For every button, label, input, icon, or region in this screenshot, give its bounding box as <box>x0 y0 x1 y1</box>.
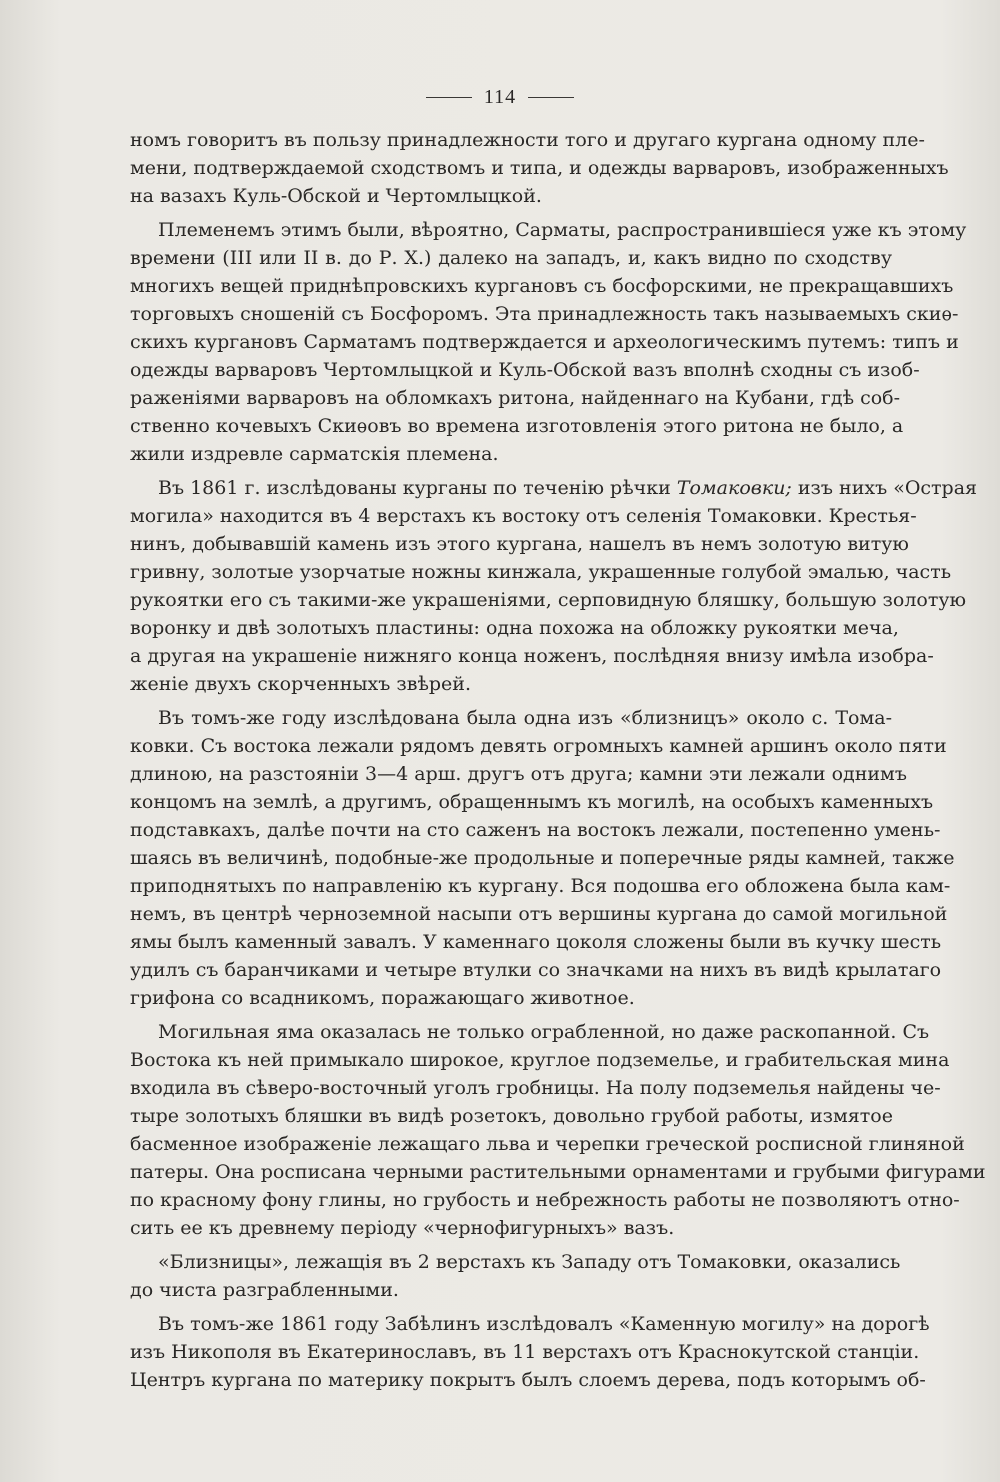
text-line: подставкахъ, далѣе почти на сто саженъ на востокъ лежали, постепенно умень- <box>130 819 941 841</box>
text-line: торговыхъ сношеній съ Босфоромъ. Эта принадлежность такъ называемыхъ скиѳ- <box>130 303 959 325</box>
text-line: по красному фону глины, но грубость и небрежность работы не позволяютъ отно- <box>130 1189 960 1211</box>
text-line: Центръ кургана по материку покрытъ былъ слоемъ дерева, подъ которымъ об- <box>130 1369 926 1391</box>
text-line: шаясь въ величинѣ, подобные-же продольные и поперечные ряды камней, также <box>130 847 955 869</box>
text-line: Востока къ ней примыкало широкое, круглое подземелье, и грабительская мина <box>130 1049 950 1071</box>
line-suffix: изъ нихъ «Острая <box>791 477 978 499</box>
text-line: тыре золотыхъ бляшки въ видѣ розетокъ, довольно грубой работы, измятое <box>130 1105 893 1127</box>
text-line: могила» находится въ 4 верстахъ къ востоку отъ селенія Томаковки. Крестья- <box>130 505 917 527</box>
text-line: изъ Никополя въ Екатеринославъ, въ 11 верстахъ отъ Краснокутской станціи. <box>130 1341 920 1363</box>
text-line: ственно кочевыхъ Скиѳовъ во времена изготовленія этого ритона не было, а <box>130 415 904 437</box>
text-line: длиною, на разстояніи 3—4 арш. другъ отъ друга; камни эти лежали однимъ <box>130 763 907 785</box>
body-text <box>130 126 986 1400</box>
header-rule-right <box>528 97 574 98</box>
text-line: рукоятки его съ такими-же украшеніями, серповидную бляшку, большую золотую <box>130 589 967 611</box>
text-line: басменное изображеніе лежащаго льва и черепки греческой росписной глиняной <box>130 1133 965 1155</box>
text-line: а другая на украшеніе нижняго конца ноженъ, послѣдняя внизу имѣла изобра- <box>130 645 934 667</box>
text-line: концомъ на землѣ, а другимъ, обращеннымъ къ могилѣ, на особыхъ каменныхъ <box>130 791 934 813</box>
text-line: ямы былъ каменный завалъ. У каменнаго цоколя сложены были въ кучку шесть <box>130 931 942 953</box>
text-line: «Близницы», лежащія въ 2 верстахъ къ Западу отъ Томаковки, оказались <box>158 1251 901 1273</box>
text-line: Въ томъ-же году изслѣдована была одна изъ «близницъ» около с. Тома- <box>158 707 892 729</box>
text-line: гривну, золотые узорчатые ножны кинжала, украшенные голубой эмалью, часть <box>130 561 952 583</box>
text-line: одежды варваровъ Чертомлыцкой и Куль-Обской вазъ вполнѣ сходны съ изоб- <box>130 359 920 381</box>
paragraph-bliznitsy-west <box>130 1248 901 1304</box>
text-line: входила въ сѣверо-восточный уголъ гробницы. На полу подземелья найдены че- <box>130 1077 941 1099</box>
text-line: приподнятыхъ по направленію къ кургану. Вся подошва его обложена была кам- <box>130 875 951 897</box>
text-line: многихъ вещей приднѣпровскихъ кургановъ съ босфорскими, не прекращавшихъ <box>130 275 954 297</box>
place-name-italic: Томаковки; <box>676 477 792 499</box>
text-line: номъ говоритъ въ пользу принадлежности того и другаго кургана одному пле- <box>130 129 925 151</box>
paragraph-kamennaya-mogila <box>130 1310 930 1394</box>
text-line: скихъ кургановъ Сарматамъ подтверждается и археологическимъ путемъ: типъ и <box>130 331 959 353</box>
text-line: женіе двухъ скорченныхъ звѣрей. <box>130 673 472 695</box>
page-header <box>0 86 1000 109</box>
text-line: мени, подтверждаемой сходствомъ и типа, и одежды варваровъ, изображенныхъ <box>130 157 949 179</box>
paragraph-continuation <box>130 126 949 210</box>
page-number: 114 <box>483 86 517 108</box>
text-line: Въ томъ-же 1861 году Забѣлинъ изслѣдовалъ «Каменную могилу» на дорогѣ <box>158 1313 930 1335</box>
text-line: Могильная яма оказалась не только ограбленной, но даже раскопанной. Съ <box>158 1021 930 1043</box>
line-prefix: Въ 1861 г. изслѣдованы курганы по теченію рѣчки <box>158 477 677 499</box>
text-line-with-italic <box>130 474 978 502</box>
text-line: раженіями варваровъ на обломкахъ ритона, найденнаго на Кубани, гдѣ соб- <box>130 387 901 409</box>
text-line: немъ, въ центрѣ черноземной насыпи отъ вершины кургана до самой могильной <box>130 903 948 925</box>
text-line: жили издревле сарматскія племена. <box>130 443 499 465</box>
paragraph-grave-pit <box>130 1018 986 1242</box>
text-line: времени (III или II в. до Р. Х.) далеко на западъ, и, какъ видно по сходству <box>130 247 892 269</box>
text-line: сить ее къ древнему періоду «чернофигурныхъ» вазъ. <box>130 1217 675 1239</box>
text-line: грифона со всадникомъ, поражающаго животное. <box>130 987 635 1009</box>
text-line: на вазахъ Куль-Обской и Чертомлыцкой. <box>130 185 542 207</box>
text-line: воронку и двѣ золотыхъ пластины: одна похожа на обложку рукоятки меча, <box>130 617 899 639</box>
paragraph-sarmatians <box>130 216 967 468</box>
text-line: удилъ съ баранчиками и четыре втулки со значками на нихъ въ видѣ крылатаго <box>130 959 942 981</box>
header-rule-left <box>426 97 472 98</box>
text-line: до чиста разграбленными. <box>130 1279 399 1301</box>
text-line: Племенемъ этимъ были, вѣроятно, Сарматы, распространившіеся уже къ этому <box>158 219 967 241</box>
paragraph-1861-excavation <box>130 474 978 698</box>
paragraph-bliznitsy <box>130 704 955 1012</box>
text-line: патеры. Она росписана черными растительными орнаментами и грубыми фигурами <box>130 1161 986 1183</box>
text-line: нинъ, добывавшій камень изъ этого кургана, нашелъ въ немъ золотую витую <box>130 533 909 555</box>
text-line: ковки. Съ востока лежали рядомъ девять огромныхъ камней аршинъ около пяти <box>130 735 947 757</box>
